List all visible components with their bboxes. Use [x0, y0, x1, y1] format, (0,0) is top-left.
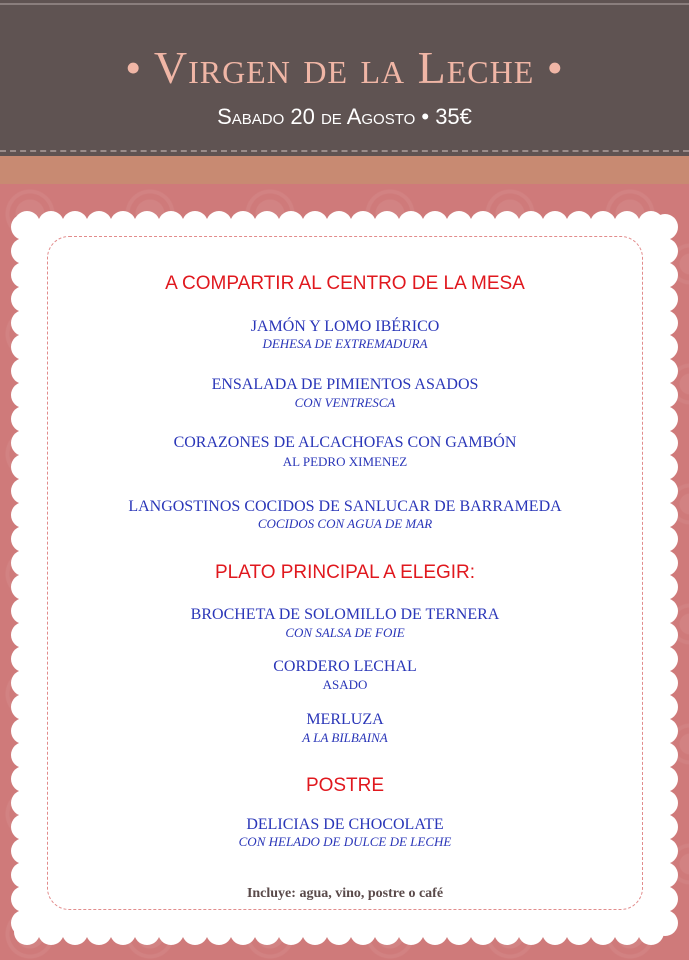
scallop-bump [652, 766, 678, 792]
section-heading-dessert: POSTRE [305, 775, 385, 796]
scallop-bump [652, 334, 678, 360]
menu-item-name: ENSALADA DE PIMIENTOS ASADOS [211, 376, 479, 393]
scallop-bump [182, 919, 208, 945]
scallop-bump [11, 742, 37, 768]
scallop-bump [11, 838, 37, 864]
menu-item-desc: A LA BILBAINA [302, 730, 388, 745]
menu-item-desc: DEHESA DE EXTREMADURA [262, 336, 428, 351]
scallop-bump [518, 919, 544, 945]
scallop-bump [182, 211, 208, 237]
section-heading-main: PLATO PRINCIPAL A ELEGIR: [214, 562, 476, 583]
scallop-bump [652, 502, 678, 528]
scallop-bump [542, 211, 568, 237]
scallop-bump [326, 211, 352, 237]
scallop-bump [590, 919, 616, 945]
scallop-bump [11, 382, 37, 408]
scallop-bump [422, 919, 448, 945]
menu-item-desc: COCIDOS CON AGUA DE MAR [257, 516, 433, 531]
scallop-bump [566, 919, 592, 945]
scallop-bump [652, 622, 678, 648]
scallop-bump [302, 211, 328, 237]
scallop-bump [652, 526, 678, 552]
scallop-bump [278, 919, 304, 945]
menu-item-desc: AL PEDRO XIMENEZ [282, 454, 408, 469]
scallop-bump [62, 211, 88, 237]
scallop-bump [470, 919, 496, 945]
event-date-price: Sabado 20 de Agosto • 35€ [217, 104, 472, 129]
scallop-bump [11, 454, 37, 480]
scallop-bump [652, 910, 678, 936]
menu-item-name: DELICIAS DE CHOCOLATE [246, 816, 444, 833]
scallop-bump [494, 211, 520, 237]
footer-note: Incluye: agua, vino, postre o café [246, 886, 444, 901]
scallop-bump [652, 478, 678, 504]
scallop-bump [38, 919, 64, 945]
scallop-bump [11, 286, 37, 312]
scallop-bump [11, 598, 37, 624]
menu-item-name: BROCHETA DE SOLOMILLO DE TERNERA [190, 606, 500, 623]
scallop-bump [614, 919, 640, 945]
scallop-bump [11, 406, 37, 432]
scallop-bump [11, 310, 37, 336]
menu-item-name: CORAZONES DE ALCACHOFAS CON GAMBÓN [173, 434, 517, 451]
scallop-bump [652, 406, 678, 432]
scallop-bump [11, 790, 37, 816]
event-title: • Virgen de la Leche • [125, 42, 564, 93]
scallop-bump [134, 919, 160, 945]
stitch-divider [0, 150, 689, 152]
menu-item-desc: ASADO [322, 677, 368, 692]
scallop-bump [652, 886, 678, 912]
scallop-bump [446, 211, 472, 237]
scallop-bump [11, 478, 37, 504]
scallop-bump [518, 211, 544, 237]
scallop-bump [110, 919, 136, 945]
scallop-bump [652, 862, 678, 888]
scallop-bump [11, 334, 37, 360]
scallop-bump [11, 214, 37, 240]
scallop-bump [652, 430, 678, 456]
scallop-bump [494, 919, 520, 945]
scallop-bump [398, 211, 424, 237]
header-band [0, 156, 689, 184]
scallop-bump [350, 211, 376, 237]
scallop-bump [652, 550, 678, 576]
scallop-bump [652, 598, 678, 624]
scallop-bump [11, 358, 37, 384]
scallop-bump [652, 838, 678, 864]
scallop-bump [374, 211, 400, 237]
scallop-bump [11, 862, 37, 888]
scallop-bump [350, 919, 376, 945]
scallop-bump [11, 262, 37, 288]
scallop-bump [652, 358, 678, 384]
scallop-bump [11, 694, 37, 720]
scallop-bump [652, 742, 678, 768]
menu-item-desc: CON HELADO DE DULCE DE LECHE [238, 834, 452, 849]
scallop-bump [230, 919, 256, 945]
section-heading-share: A COMPARTIR AL CENTRO DE LA MESA [165, 273, 525, 294]
scallop-bump [374, 919, 400, 945]
scallop-bump [398, 919, 424, 945]
scallop-bump [86, 919, 112, 945]
scallop-bump [11, 550, 37, 576]
scallop-bump [590, 211, 616, 237]
scallop-bump [86, 211, 112, 237]
scallop-bump [11, 502, 37, 528]
scallop-bump [652, 382, 678, 408]
scallop-bump [326, 919, 352, 945]
scallop-bump [652, 262, 678, 288]
scallop-bump [652, 574, 678, 600]
scallop-bump [470, 211, 496, 237]
scallop-bump [11, 814, 37, 840]
scallop-bump [38, 211, 64, 237]
scallop-bump [134, 211, 160, 237]
scallop-bump [62, 919, 88, 945]
scallop-bump [652, 214, 678, 240]
scallop-bump [446, 919, 472, 945]
scallop-bump [302, 919, 328, 945]
scallop-bump [11, 574, 37, 600]
menu-item-name: CORDERO LECHAL [273, 658, 417, 675]
scallop-bump [11, 766, 37, 792]
scallop-bump [11, 238, 37, 264]
menu-item-name: JAMÓN Y LOMO IBÉRICO [250, 318, 440, 335]
scallop-bump [652, 814, 678, 840]
header-banner [0, 0, 689, 156]
scallop-bump [158, 211, 184, 237]
scallop-bump [11, 430, 37, 456]
scallop-bump [158, 919, 184, 945]
scallop-bump [614, 211, 640, 237]
scallop-bump [230, 211, 256, 237]
scallop-bump [110, 211, 136, 237]
scallop-bump [11, 718, 37, 744]
scallop-bump [652, 286, 678, 312]
scallop-bump [652, 670, 678, 696]
menu-item-name: LANGOSTINOS COCIDOS DE SANLUCAR DE BARRAMEDA [128, 498, 562, 515]
scallop-bump [278, 211, 304, 237]
menu-item-desc: CON SALSA DE FOIE [285, 625, 405, 640]
scallop-bump [652, 238, 678, 264]
scallop-bump [11, 910, 37, 936]
scallop-bump [652, 790, 678, 816]
scallop-bump [11, 886, 37, 912]
scallop-bump [652, 310, 678, 336]
scallop-bump [254, 919, 280, 945]
menu-item-name: MERLUZA [306, 711, 384, 728]
scallop-bump [566, 211, 592, 237]
scallop-bump [652, 718, 678, 744]
scallop-bump [206, 211, 232, 237]
scallop-bump [652, 646, 678, 672]
header-top-line [0, 3, 689, 5]
scallop-bump [542, 919, 568, 945]
scallop-bump [652, 694, 678, 720]
scallop-bump [11, 646, 37, 672]
scallop-bump [254, 211, 280, 237]
scallop-bump [11, 526, 37, 552]
menu-item-desc: CON VENTRESCA [294, 395, 396, 410]
scallop-bump [11, 670, 37, 696]
scallop-bump [206, 919, 232, 945]
scallop-bump [422, 211, 448, 237]
scallop-bump [11, 622, 37, 648]
scallop-bump [652, 454, 678, 480]
